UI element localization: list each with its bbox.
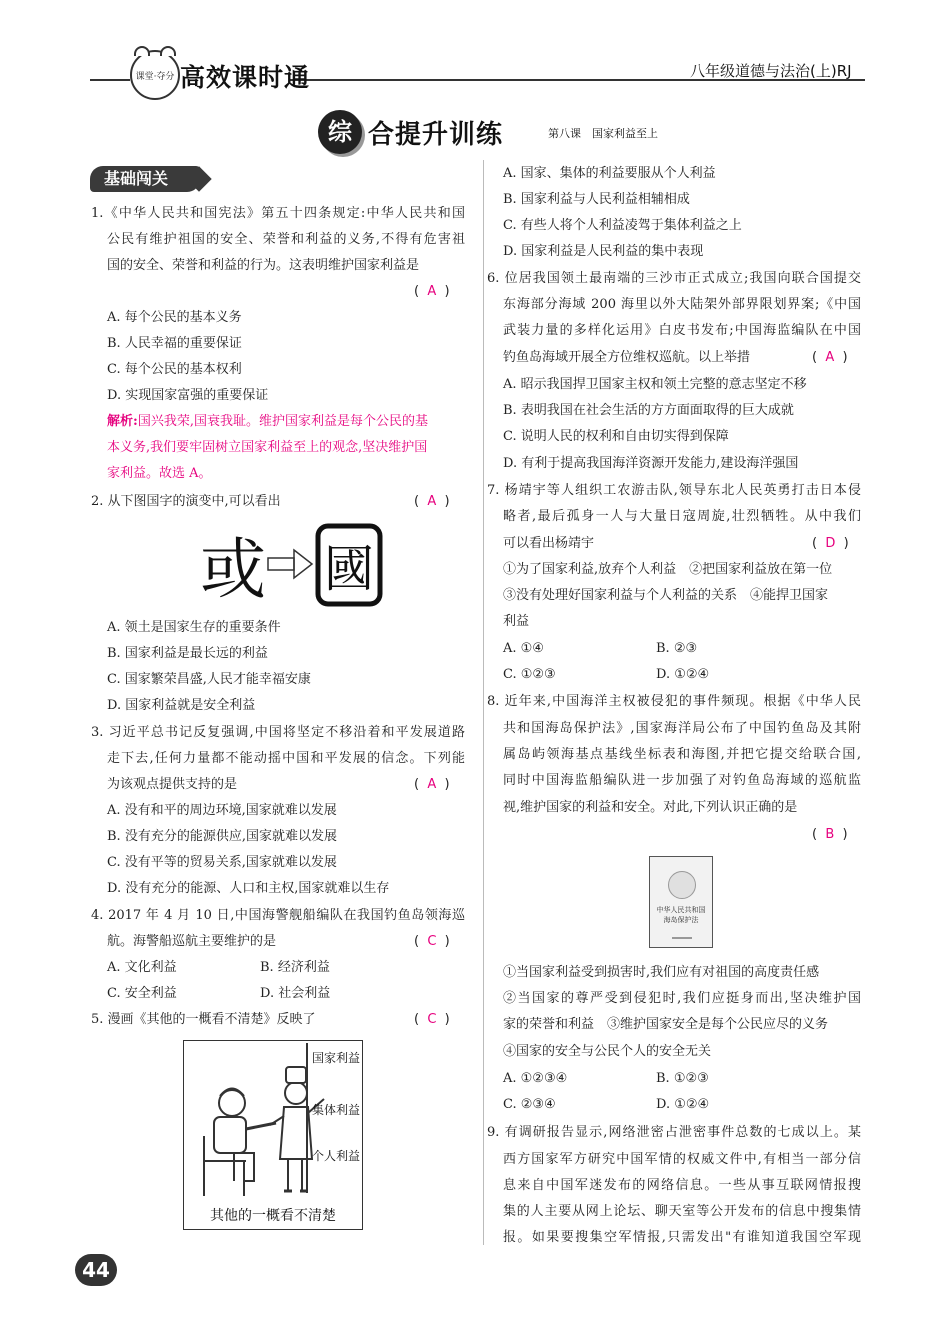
right-text-line: B. 表明我国在社会生活的方方面面取得的巨大成就 [503,403,794,418]
left-text-line: 3. 习近平总书记反复强调,中国将坚定不移沿着和平发展道路 [91,725,465,740]
right-text-line: C. ②③④ [503,1097,556,1112]
column-divider [483,160,484,1245]
eye-chart-board [306,1043,360,1193]
left-text-line: 4. 2017 年 4 月 10 日,中国海警舰船编队在我国钓鱼岛领海巡 [91,908,465,923]
right-text-line: C. 说明人民的权利和自由切实得到保障 [503,429,729,444]
right-text-line: D. ①②④ [656,1097,710,1112]
publisher-mark [672,937,692,939]
brand-title: 高效课时通 [180,63,311,92]
right-text-line: 7. 杨靖宇等人组织工农游击队,领导东北人民英勇打击日本侵 [487,483,861,498]
right-text-line: A. ①②③④ [503,1071,568,1086]
left-text-line: C. 安全利益 [107,986,177,1001]
right-text-line: D. 有利于提高我国海洋资源开发能力,建设海洋强国 [503,456,799,471]
right-text-line: A. ①④ [503,641,544,656]
new-glyph: 國 [324,540,374,598]
right-text-line: A. 昭示我国捍卫国家主权和领土完整的意志坚定不移 [503,377,807,392]
right-text-line: C. 有些人将个人利益凌驾于集体利益之上 [503,218,742,233]
lesson-subtitle: 第八课 国家利益至上 [548,127,658,140]
law-book-figure [649,856,713,948]
left-text-line: C. 每个公民的基本权利 [107,362,242,377]
right-text-line: B. ①②③ [656,1071,709,1086]
left-text-line: 为该观点提供支持的是 [107,777,238,792]
left-text-line: 5. 漫画《其他的一概看不清楚》反映了 [91,1012,316,1027]
answer-bracket: ( A ) [812,350,848,365]
left-text-line: B. 没有充分的能源供应,国家就难以发展 [107,829,337,844]
left-text-line: A. 文化利益 [107,960,177,975]
right-text-line: A. 国家、集体的利益要服从个人利益 [503,166,716,181]
section-badge: 基础闯关 [90,166,200,192]
page-number: 44 [75,1254,117,1286]
grade-subject: 八年级道德与法治(上)RJ [690,62,852,80]
answer-bracket: ( D ) [812,536,849,551]
old-glyph: 或 [200,531,266,608]
right-text-line: 息来自中国军迷发布的网络信息。一些从事互联网情报搜 [503,1178,861,1193]
right-text-line: 钓鱼岛海域开展全方位维权巡航。以上举措 [503,350,751,365]
cartoon-figure [183,1040,363,1230]
right-text-line: 同时中国海监船编队进一步加强了对钓鱼岛海域的巡航监 [503,773,861,788]
right-text-line: 6. 位居我国领土最南端的三沙市正式成立;我国向联合国提交 [487,271,861,286]
left-text-line: B. 国家利益是最长远的利益 [107,646,268,661]
right-text-line: ④国家的安全与公民个人的安全无关 [503,1044,712,1059]
right-text-line: B. ②③ [656,641,698,656]
left-text-line: A. 没有和平的周边环境,国家就难以发展 [107,803,337,818]
cartoon-caption: 其他的一概看不清楚 [210,1208,336,1224]
right-text-line: 报。如果要搜集空军情报,只需发出"有谁知道我国空军现 [503,1230,861,1245]
header-rule-left [90,79,130,81]
right-text-line: 武装力量的多样化运用》白皮书发布;中国海监编队在中国 [503,323,861,338]
right-text-line: 西方国家军方研究中国军情的权威文件中,有相当一部分信 [503,1152,861,1167]
board-label-1: 国家利益 [312,1051,361,1065]
left-text-line: 1.《中华人民共和国宪法》第五十四条规定:中华人民共和国 [91,206,465,221]
right-text-line: 9. 有调研报告显示,网络泄密占泄密事件总数的七成以上。某 [487,1125,861,1140]
left-text-line: C. 国家繁荣昌盛,人民才能幸福安康 [107,672,311,687]
page-title: 合提升训练 [368,120,504,150]
left-text-line: 2. 从下图国字的演变中,可以看出 [91,494,281,509]
left-text-line: 航。海警船巡航主要维护的是 [107,934,277,949]
left-text-line: 国的安全、荣誉和利益的行为。这表明维护国家利益是 [107,258,420,273]
right-text-line: 属岛屿领海基点基线坐标表和海图,并把它提交给联合国, [503,747,861,762]
arrow-right-icon [268,550,312,578]
right-text-line: 家的荣誉和利益 ③维护国家安全是每个公民应尽的义务 [503,1017,829,1032]
left-text-line: D. 国家利益就是安全利益 [107,698,256,713]
right-text-line: 集的人主要从网上论坛、聊天室等公开发布的信息中搜集情 [503,1204,861,1219]
right-text-line: D. 国家利益是人民利益的集中表现 [503,244,704,259]
analysis-line-2: 本义务,我们要牢固树立国家利益至上的观念,坚决维护国 [107,440,428,455]
alarm-clock-logo-icon: 课堂·夺分 [130,50,180,100]
right-text-line: 利益 [503,614,530,629]
answer-bracket: ( C ) [414,1012,450,1027]
book-title-line-2: 海岛保护法 [663,916,699,924]
right-text-line: 可以看出杨靖宇 [503,536,595,551]
national-emblem-icon [668,871,696,899]
answer-bracket: ( A ) [414,777,450,792]
answer-bracket: ( A ) [414,284,450,299]
left-text-line: A. 每个公民的基本义务 [107,310,242,325]
guo-evolution-figure [190,520,390,610]
right-text-line: 视,维护国家的利益和安全。对此,下列认识正确的是 [503,800,798,815]
left-text-line: A. 领土是国家生存的重要条件 [107,620,281,635]
title-badge: 综 [318,110,362,154]
left-text-line: D. 实现国家富强的重要保证 [107,388,269,403]
board-label-3: 个人利益 [312,1149,361,1163]
left-text-line: 公民有维护祖国的安全、荣誉和利益的义务,不得有危害祖 [107,232,465,247]
answer-bracket: ( B ) [812,827,848,842]
right-text-line: ①当国家利益受到损害时,我们应有对祖国的高度责任感 [503,965,820,980]
right-text-line: 略者,最后孤身一人与大量日寇周旋,壮烈牺牲。从中我们 [503,509,861,524]
right-text-line: ②当国家的尊严受到侵犯时,我们应挺身而出,坚决维护国 [503,991,861,1006]
left-text-line: B. 经济利益 [260,960,330,975]
left-text-line: 走下去,任何力量都不能动摇中国和平发展的信念。下列能 [107,751,465,766]
book-title-line-1: 中华人民共和国 [656,906,706,914]
right-text-line: 共和国海岛保护法》,国家海洋局公布了中国钓鱼岛及其附 [503,721,861,736]
left-text-line: B. 人民幸福的重要保证 [107,336,242,351]
analysis-line-3: 家利益。故选 A。 [107,466,212,481]
right-text-line: 东海部分海域 200 海里以外大陆架外部界限划界案;《中国 [503,297,861,312]
right-text-line: D. ①②④ [656,667,710,682]
answer-bracket: ( A ) [414,494,450,509]
right-text-line: 8. 近年来,中国海洋主权被侵犯的事件频现。根据《中华人民 [487,694,861,709]
right-text-line: ①为了国家利益,放弃个人利益 ②把国家利益放在第一位 [503,562,833,577]
right-text-line: B. 国家利益与人民利益相辅相成 [503,192,690,207]
analysis-line-1: 解析:国兴我荣,国衰我耻。维护国家利益是每个公民的基 [107,414,428,429]
left-text-line: D. 没有充分的能源、人口和主权,国家就难以生存 [107,881,390,896]
right-text-line: ③没有处理好国家利益与个人利益的关系 ④能捍卫国家 [503,588,829,603]
board-label-2: 集体利益 [312,1103,361,1117]
left-text-line: C. 没有平等的贸易关系,国家就难以发展 [107,855,337,870]
answer-bracket: ( C ) [414,934,450,949]
right-text-line: C. ①②③ [503,667,556,682]
left-text-line: D. 社会利益 [260,986,331,1001]
